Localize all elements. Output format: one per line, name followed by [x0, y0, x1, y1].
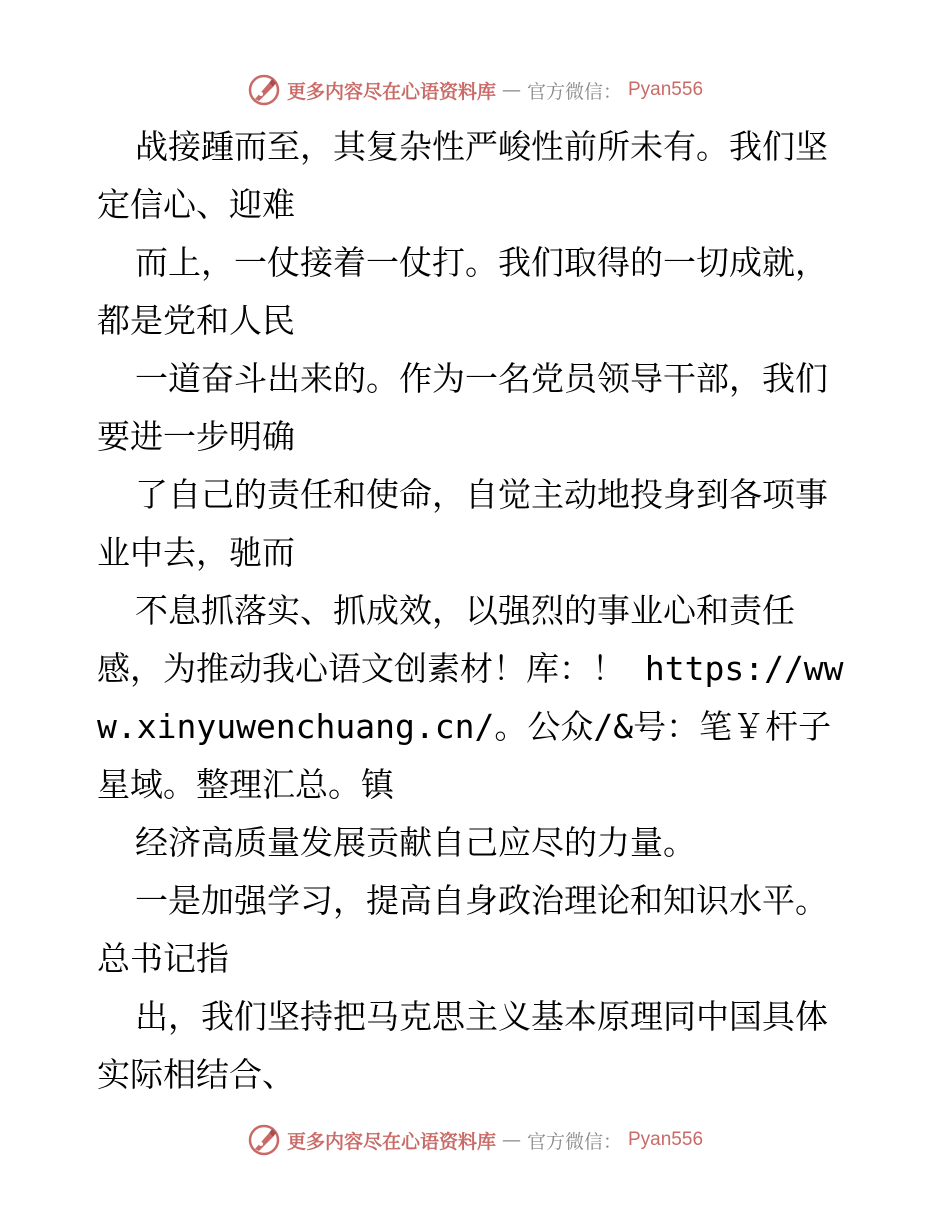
paragraph: 战接踵而至，其复杂性严峻性前所未有。我们坚定信心、迎难 — [97, 127, 828, 224]
document-body — [97, 118, 857, 1104]
paragraph: 出，我们坚持把马克思主义基本原理同中国具体实际相结合、 — [97, 997, 828, 1094]
paragraph: 而上，一仗接着一仗打。我们取得的一切成就，都是党和人民 — [97, 243, 828, 340]
page-footer — [0, 1120, 950, 1160]
pen-nib-logo-icon — [247, 73, 281, 107]
banner-separator: — — [501, 79, 521, 101]
banner-main-text: 更多内容尽在心语资料库 — [286, 80, 496, 103]
banner-wechat-id: Pyan556 — [628, 1129, 704, 1150]
banner-wechat-label: 官方微信： — [526, 80, 622, 103]
page-header — [0, 70, 950, 110]
footer-banner — [247, 1123, 703, 1157]
paragraph: 一是加强学习，提高自身政治理论和知识水平。总书记指 — [97, 881, 828, 978]
paragraph: 经济高质量发展贡献自己应尽的力量。 — [135, 823, 696, 862]
banner-wechat-label: 官方微信： — [526, 1130, 622, 1153]
pen-nib-logo-icon — [247, 1123, 281, 1157]
banner-wechat-id: Pyan556 — [628, 79, 704, 100]
paragraph: 一道奋斗出来的。作为一名党员领导干部，我们要进一步明确 — [97, 359, 828, 456]
banner-main-text: 更多内容尽在心语资料库 — [286, 1130, 496, 1153]
paragraph: 了自己的责任和使命，自觉主动地投身到各项事业中去，驰而 — [97, 475, 828, 572]
banner-separator: — — [501, 1129, 521, 1151]
paragraph: 不息抓落实、抓成效，以强烈的事业心和责任感，为推动我心语文创素材！库：！ https://www.xinyuwenchuang.cn/。公众/&号：笔￥杆子星域。整理汇总。镇 — [97, 591, 844, 804]
header-banner — [247, 73, 703, 107]
